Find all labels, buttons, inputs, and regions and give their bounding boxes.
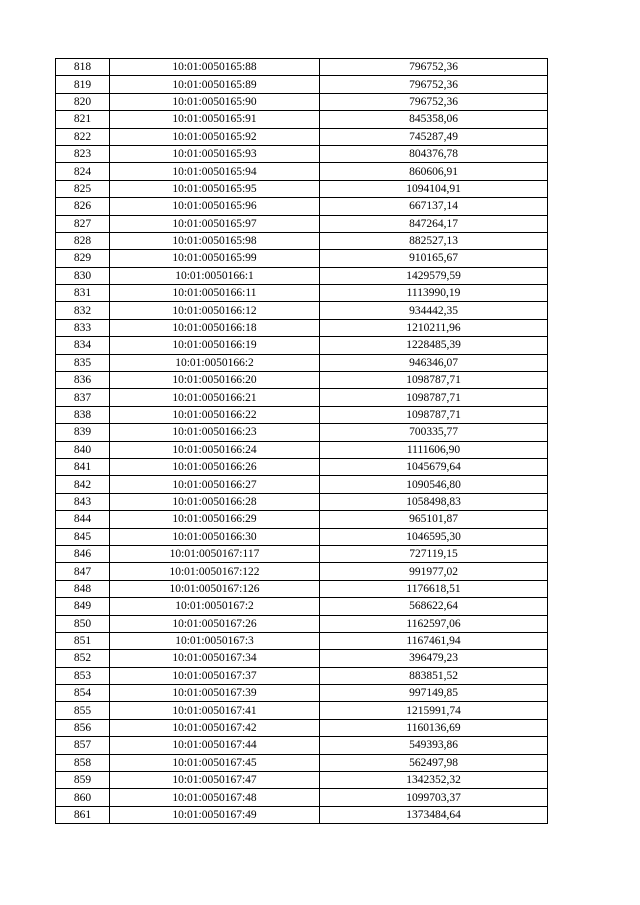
row-number-cell: 861	[56, 806, 110, 823]
cadastral-value-cell: 1373484,64	[320, 806, 548, 823]
table-row	[56, 650, 548, 667]
cadastral-number-cell: 10:01:0050165:97	[110, 215, 320, 232]
cadastral-value-cell: 1098787,71	[320, 372, 548, 389]
row-number-cell: 837	[56, 389, 110, 406]
table-row	[56, 76, 548, 93]
table-row	[56, 337, 548, 354]
row-number-cell: 836	[56, 372, 110, 389]
cadastral-value-cell: 1099703,37	[320, 789, 548, 806]
cadastral-value-cell: 1058498,83	[320, 493, 548, 510]
table-row	[56, 719, 548, 736]
cadastral-value-cell: 1098787,71	[320, 389, 548, 406]
row-number-cell: 820	[56, 93, 110, 110]
row-number-cell: 848	[56, 580, 110, 597]
row-number-cell: 828	[56, 232, 110, 249]
cadastral-number-cell: 10:01:0050167:26	[110, 615, 320, 632]
row-number-cell: 850	[56, 615, 110, 632]
row-number-cell: 858	[56, 754, 110, 771]
cadastral-value-cell: 667137,14	[320, 198, 548, 215]
cadastral-value-cell: 847264,17	[320, 215, 548, 232]
table-row	[56, 580, 548, 597]
cadastral-value-cell: 804376,78	[320, 145, 548, 162]
cadastral-number-cell: 10:01:0050165:92	[110, 128, 320, 145]
cadastral-number-cell: 10:01:0050166:21	[110, 389, 320, 406]
row-number-cell: 832	[56, 302, 110, 319]
row-number-cell: 830	[56, 267, 110, 284]
row-number-cell: 856	[56, 719, 110, 736]
cadastral-value-cell: 1342352,32	[320, 772, 548, 789]
cadastral-value-cell: 1046595,30	[320, 528, 548, 545]
row-number-cell: 818	[56, 59, 110, 76]
cadastral-value-cell: 700335,77	[320, 424, 548, 441]
cadastral-value-cell: 1160136,69	[320, 719, 548, 736]
table-row	[56, 754, 548, 771]
cadastral-value-cell: 796752,36	[320, 59, 548, 76]
table-row	[56, 441, 548, 458]
row-number-cell: 838	[56, 406, 110, 423]
cadastral-number-cell: 10:01:0050165:94	[110, 163, 320, 180]
row-number-cell: 857	[56, 737, 110, 754]
table-row	[56, 198, 548, 215]
cadastral-value-cell: 745287,49	[320, 128, 548, 145]
cadastral-value-cell: 882527,13	[320, 232, 548, 249]
row-number-cell: 827	[56, 215, 110, 232]
cadastral-value-cell: 1210211,96	[320, 319, 548, 336]
row-number-cell: 855	[56, 702, 110, 719]
cadastral-value-cell: 845358,06	[320, 111, 548, 128]
table-row	[56, 372, 548, 389]
cadastral-value-cell: 796752,36	[320, 76, 548, 93]
table-row	[56, 59, 548, 76]
cadastral-number-cell: 10:01:0050167:3	[110, 632, 320, 649]
table-body	[56, 59, 548, 824]
cadastral-value-cell: 1094104,91	[320, 180, 548, 197]
cadastral-value-cell: 910165,67	[320, 250, 548, 267]
cadastral-number-cell: 10:01:0050166:12	[110, 302, 320, 319]
cadastral-number-cell: 10:01:0050165:99	[110, 250, 320, 267]
cadastral-value-cell: 965101,87	[320, 511, 548, 528]
row-number-cell: 824	[56, 163, 110, 180]
cadastral-number-cell: 10:01:0050166:23	[110, 424, 320, 441]
cadastral-value-cell: 1090546,80	[320, 476, 548, 493]
cadastral-number-cell: 10:01:0050167:126	[110, 580, 320, 597]
cadastral-number-cell: 10:01:0050166:30	[110, 528, 320, 545]
table-row	[56, 406, 548, 423]
cadastral-number-cell: 10:01:0050166:28	[110, 493, 320, 510]
row-number-cell: 829	[56, 250, 110, 267]
table-row	[56, 93, 548, 110]
cadastral-number-cell: 10:01:0050167:48	[110, 789, 320, 806]
table-row	[56, 702, 548, 719]
row-number-cell: 831	[56, 285, 110, 302]
table-row	[56, 145, 548, 162]
cadastral-number-cell: 10:01:0050167:39	[110, 685, 320, 702]
table-row	[56, 250, 548, 267]
table-row	[56, 806, 548, 823]
row-number-cell: 839	[56, 424, 110, 441]
row-number-cell: 852	[56, 650, 110, 667]
table-row	[56, 493, 548, 510]
cadastral-value-cell: 1228485,39	[320, 337, 548, 354]
row-number-cell: 819	[56, 76, 110, 93]
cadastral-number-cell: 10:01:0050167:122	[110, 563, 320, 580]
cadastral-number-cell: 10:01:0050166:26	[110, 458, 320, 475]
row-number-cell: 843	[56, 493, 110, 510]
row-number-cell: 835	[56, 354, 110, 371]
table-row	[56, 458, 548, 475]
table-row	[56, 528, 548, 545]
table-row	[56, 545, 548, 562]
table-row	[56, 598, 548, 615]
cadastral-number-cell: 10:01:0050166:18	[110, 319, 320, 336]
cadastral-number-cell: 10:01:0050167:41	[110, 702, 320, 719]
cadastral-number-cell: 10:01:0050166:11	[110, 285, 320, 302]
cadastral-value-cell: 1167461,94	[320, 632, 548, 649]
cadastral-value-cell: 562497,98	[320, 754, 548, 771]
table-row	[56, 319, 548, 336]
table-row	[56, 789, 548, 806]
cadastral-value-cell: 997149,85	[320, 685, 548, 702]
cadastral-value-cell: 396479,23	[320, 650, 548, 667]
cadastral-value-cell: 1111606,90	[320, 441, 548, 458]
table-row	[56, 632, 548, 649]
cadastral-number-cell: 10:01:0050166:1	[110, 267, 320, 284]
row-number-cell: 847	[56, 563, 110, 580]
cadastral-value-cell: 1162597,06	[320, 615, 548, 632]
cadastral-number-cell: 10:01:0050165:88	[110, 59, 320, 76]
cadastral-value-cell: 796752,36	[320, 93, 548, 110]
cadastral-number-cell: 10:01:0050166:20	[110, 372, 320, 389]
row-number-cell: 845	[56, 528, 110, 545]
table-row	[56, 667, 548, 684]
cadastral-number-cell: 10:01:0050166:19	[110, 337, 320, 354]
table-row	[56, 389, 548, 406]
row-number-cell: 846	[56, 545, 110, 562]
cadastral-number-cell: 10:01:0050167:49	[110, 806, 320, 823]
cadastral-number-cell: 10:01:0050166:29	[110, 511, 320, 528]
row-number-cell: 821	[56, 111, 110, 128]
cadastral-number-cell: 10:01:0050167:45	[110, 754, 320, 771]
row-number-cell: 859	[56, 772, 110, 789]
cadastral-number-cell: 10:01:0050167:42	[110, 719, 320, 736]
table-row	[56, 615, 548, 632]
row-number-cell: 825	[56, 180, 110, 197]
cadastral-number-cell: 10:01:0050165:93	[110, 145, 320, 162]
table-row	[56, 180, 548, 197]
cadastral-value-cell: 934442,35	[320, 302, 548, 319]
row-number-cell: 853	[56, 667, 110, 684]
row-number-cell: 834	[56, 337, 110, 354]
table-row	[56, 128, 548, 145]
row-number-cell: 854	[56, 685, 110, 702]
cadastral-value-cell: 568622,64	[320, 598, 548, 615]
cadastral-value-cell: 1176618,51	[320, 580, 548, 597]
cadastral-value-cell: 991977,02	[320, 563, 548, 580]
cadastral-number-cell: 10:01:0050165:96	[110, 198, 320, 215]
row-number-cell: 860	[56, 789, 110, 806]
table-row	[56, 772, 548, 789]
cadastral-number-cell: 10:01:0050167:44	[110, 737, 320, 754]
cadastral-number-cell: 10:01:0050166:27	[110, 476, 320, 493]
cadastral-value-cell: 860606,91	[320, 163, 548, 180]
table-row	[56, 111, 548, 128]
cadastral-number-cell: 10:01:0050167:37	[110, 667, 320, 684]
row-number-cell: 842	[56, 476, 110, 493]
row-number-cell: 822	[56, 128, 110, 145]
cadastral-number-cell: 10:01:0050166:24	[110, 441, 320, 458]
table-row	[56, 232, 548, 249]
cadastral-value-cell: 1098787,71	[320, 406, 548, 423]
cadastral-number-cell: 10:01:0050167:47	[110, 772, 320, 789]
cadastral-value-cell: 1429579,59	[320, 267, 548, 284]
cadastral-number-cell: 10:01:0050167:34	[110, 650, 320, 667]
table-row	[56, 737, 548, 754]
cadastral-value-cell: 1113990,19	[320, 285, 548, 302]
cadastral-value-table	[55, 58, 548, 824]
table-row	[56, 163, 548, 180]
cadastral-value-cell: 727119,15	[320, 545, 548, 562]
table-row	[56, 424, 548, 441]
table-row	[56, 302, 548, 319]
table-row	[56, 685, 548, 702]
cadastral-number-cell: 10:01:0050167:2	[110, 598, 320, 615]
cadastral-number-cell: 10:01:0050165:91	[110, 111, 320, 128]
cadastral-number-cell: 10:01:0050166:2	[110, 354, 320, 371]
table-row	[56, 511, 548, 528]
cadastral-number-cell: 10:01:0050165:90	[110, 93, 320, 110]
cadastral-number-cell: 10:01:0050165:89	[110, 76, 320, 93]
table-row	[56, 215, 548, 232]
row-number-cell: 851	[56, 632, 110, 649]
row-number-cell: 849	[56, 598, 110, 615]
table-row	[56, 285, 548, 302]
cadastral-value-cell: 946346,07	[320, 354, 548, 371]
cadastral-number-cell: 10:01:0050165:98	[110, 232, 320, 249]
cadastral-value-cell: 1215991,74	[320, 702, 548, 719]
cadastral-number-cell: 10:01:0050166:22	[110, 406, 320, 423]
row-number-cell: 841	[56, 458, 110, 475]
row-number-cell: 826	[56, 198, 110, 215]
row-number-cell: 844	[56, 511, 110, 528]
row-number-cell: 840	[56, 441, 110, 458]
table-row	[56, 267, 548, 284]
cadastral-value-cell: 883851,52	[320, 667, 548, 684]
row-number-cell: 823	[56, 145, 110, 162]
cadastral-value-cell: 1045679,64	[320, 458, 548, 475]
cadastral-value-cell: 549393,86	[320, 737, 548, 754]
table-row	[56, 476, 548, 493]
row-number-cell: 833	[56, 319, 110, 336]
table-row	[56, 354, 548, 371]
table-row	[56, 563, 548, 580]
cadastral-number-cell: 10:01:0050167:117	[110, 545, 320, 562]
cadastral-number-cell: 10:01:0050165:95	[110, 180, 320, 197]
